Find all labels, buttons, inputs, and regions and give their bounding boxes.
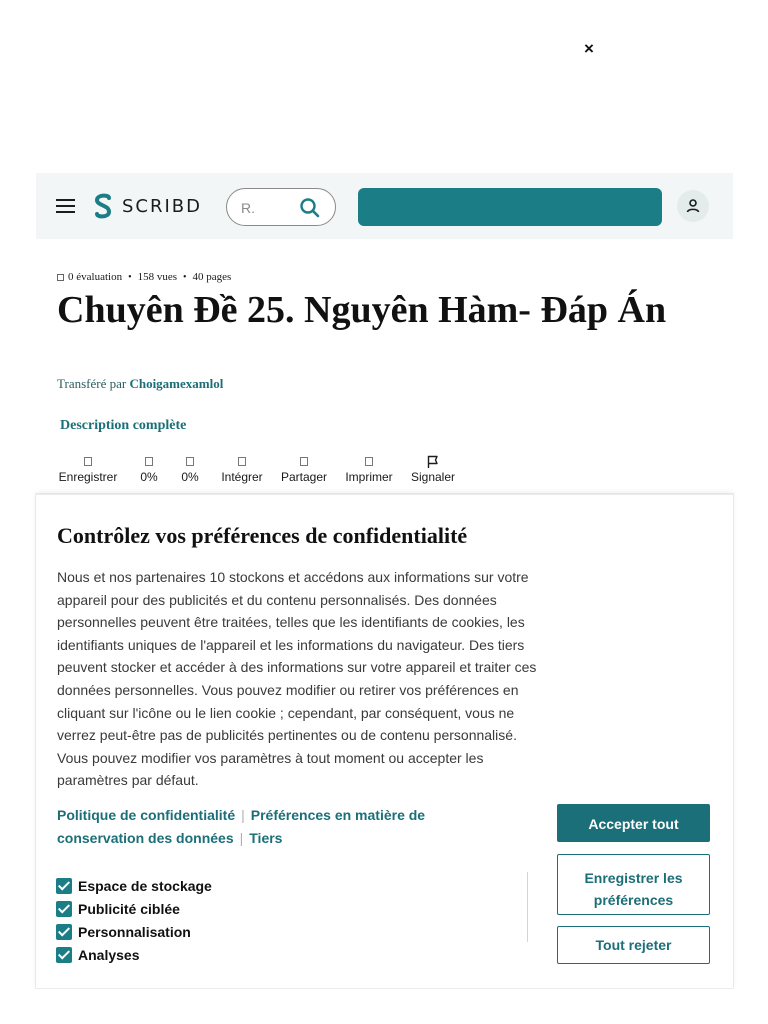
embed-button[interactable] <box>217 452 267 484</box>
divider <box>527 872 528 942</box>
print-icon <box>342 452 396 470</box>
search-input[interactable] <box>241 198 289 218</box>
action-label: 0% <box>181 470 199 484</box>
like-button[interactable] <box>134 452 164 484</box>
consent-options <box>56 874 212 966</box>
accept-all-button[interactable]: Accepter tout <box>557 804 710 842</box>
action-label: Enregistrer <box>58 470 118 484</box>
link-separator: | <box>241 807 245 823</box>
action-label: Signaler <box>410 470 456 484</box>
search-box <box>226 188 336 226</box>
close-icon[interactable]: × <box>584 39 594 58</box>
option-label: Espace de stockage <box>78 877 212 894</box>
logo-wordmark: SCRIBD <box>122 195 203 217</box>
scribd-s-icon <box>92 192 114 220</box>
hamburger-menu-icon[interactable] <box>56 199 75 213</box>
embed-icon <box>217 452 267 470</box>
user-icon <box>685 198 701 214</box>
document-title: Chuyên Đề 25. Nguyên Hàm- Đáp Án <box>57 289 667 331</box>
view-count: 158 vues <box>137 271 178 283</box>
option-personalization <box>56 920 212 943</box>
dislike-button[interactable] <box>175 452 205 484</box>
thumbs-up-icon <box>134 452 164 470</box>
personalization-checkbox[interactable] <box>56 924 72 940</box>
link-separator: | <box>239 829 244 846</box>
consent-description: Nous et nos partenaires 10 stockons et accédons aux informations sur votre appareil pour des publicités et du contenu personnalisés. Des données personnelles peuvent être traitées, telles que les identifiants de cookies, les identifiants uniques de l'appareil et les informations du navigateur. Des tiers peuvent stocker et accéder à des informations sur votre appareil et traiter ces données personnelles. Vous pouvez modifier ou retirer vos préférences en cliquant sur l'icône ou le lien cookie ; cependant, par conséquent, vous ne verrez peut-être pas de publicités pertinentes ou de contenu personnalisé. Vous pouvez modifier vos paramètres à tout moment ou accepter les paramètres par défaut. <box>57 569 537 789</box>
action-label: Partager <box>280 470 328 484</box>
action-label: Imprimer <box>345 470 393 484</box>
user-account-button[interactable] <box>677 190 709 222</box>
page-count: 40 pages <box>192 271 232 283</box>
document-stats <box>57 271 231 283</box>
privacy-consent-dialog <box>36 494 733 988</box>
option-analytics <box>56 943 212 966</box>
storage-checkbox[interactable] <box>56 878 72 894</box>
thumbs-down-icon <box>175 452 205 470</box>
third-parties-link[interactable]: Tiers <box>249 829 283 846</box>
separator-dot: • <box>128 271 132 283</box>
consent-title: Contrôlez vos préférences de confidentialité <box>57 523 468 548</box>
flag-icon <box>407 452 459 470</box>
option-label: Analyses <box>78 946 140 963</box>
scribd-logo[interactable] <box>92 192 202 220</box>
bookmark-icon <box>52 452 124 470</box>
action-label: Intégrer <box>221 470 263 484</box>
reject-all-button[interactable]: Tout rejeter <box>557 926 710 964</box>
option-targeted-ads <box>56 897 212 920</box>
header-cta-button[interactable] <box>358 188 662 226</box>
report-button[interactable] <box>407 452 459 484</box>
option-storage <box>56 874 212 897</box>
search-icon[interactable] <box>299 197 321 219</box>
separator-dot: • <box>183 271 187 283</box>
rating-icon <box>57 274 64 281</box>
uploaded-by-label: Transféré par <box>57 376 127 391</box>
share-icon <box>277 452 331 470</box>
full-description-link[interactable]: Description complète <box>60 418 187 433</box>
targeted-ads-checkbox[interactable] <box>56 901 72 917</box>
privacy-policy-link[interactable]: Politique de confidentialité <box>57 807 236 823</box>
top-navigation-bar <box>36 173 733 239</box>
save-button[interactable] <box>52 452 124 484</box>
rating-count: 0 évaluation <box>68 271 123 283</box>
option-label: Publicité ciblée <box>78 900 180 917</box>
analytics-checkbox[interactable] <box>56 947 72 963</box>
uploader-line <box>57 376 223 392</box>
share-button[interactable] <box>277 452 331 484</box>
option-label: Personnalisation <box>78 923 191 940</box>
uploader-link[interactable]: Choigamexamlol <box>129 376 224 391</box>
action-label: 0% <box>140 470 158 484</box>
data-retention-link[interactable]: Préférences en matière de conservation des données <box>57 807 426 846</box>
save-preferences-button[interactable]: Enregistrer les préférences <box>557 854 710 915</box>
print-button[interactable] <box>342 452 396 484</box>
consent-links <box>57 804 507 849</box>
